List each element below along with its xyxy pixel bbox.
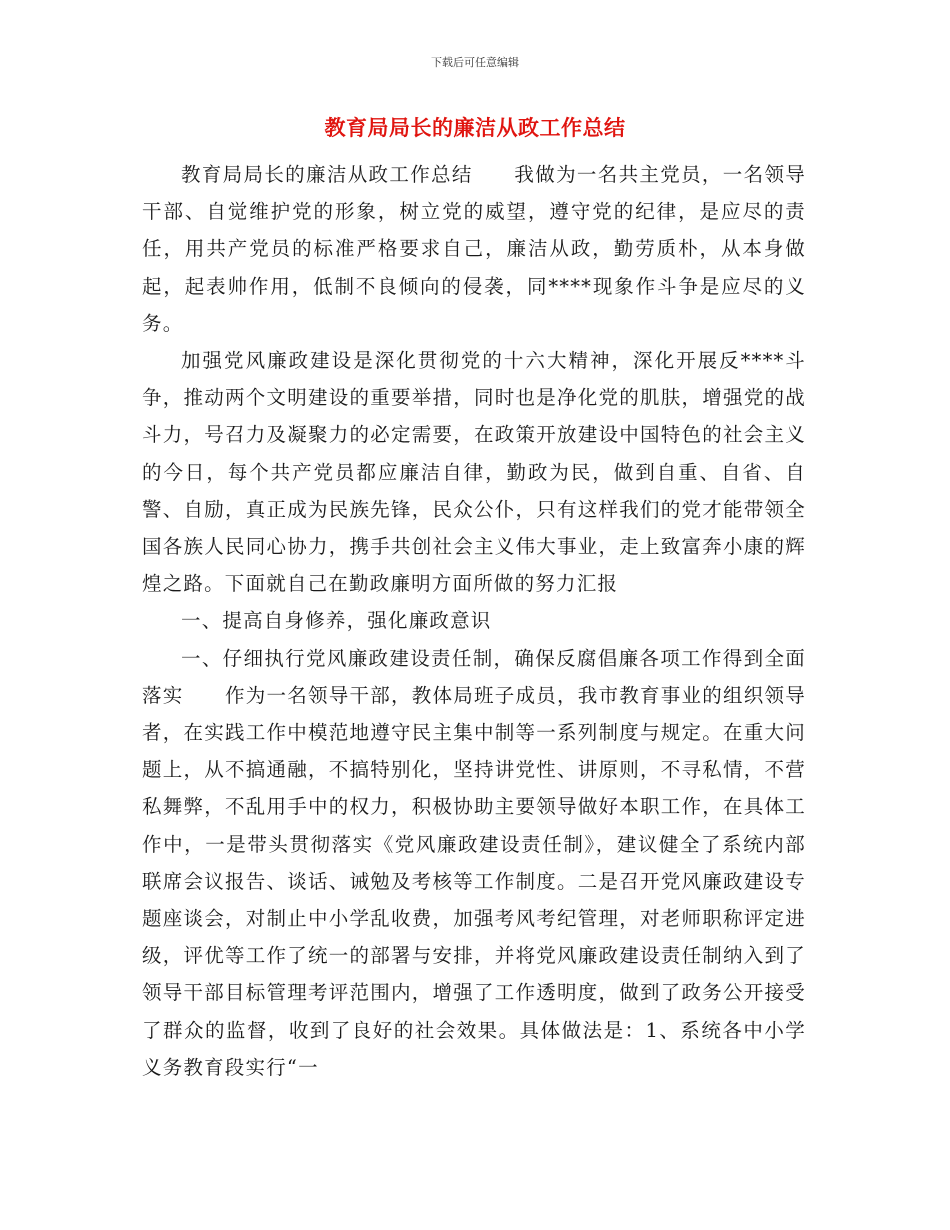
section-heading-1: 一、提高自身修养，强化廉政意识 <box>181 609 492 633</box>
document-title: 教育局局长的廉洁从政工作总结 <box>324 116 626 140</box>
document-body <box>142 156 806 1086</box>
header-note: 下载后可任意编辑 <box>431 56 519 69</box>
paragraph-importance: 加强党风廉政建设是深化贯彻党的十六大精神，深化开展反****斗争，推动两个文明建设的重要举措，同时也是净化党的肌肤，增强党的战斗力，号召力及凝聚力的必定需要，在政策开放建设中国特色的社会主义的今日，每个共产党员都应廉洁自律，勤政为民，做到自重、自省、自警、自励，真正成为民族先锋，民众公仆，只有这样我们的党才能带领全国各族人民同心协力，携手共创社会主义伟大事业，走上致富奔小康的辉煌之路。下面就自己在勤政廉明方面所做的努力汇报 <box>142 349 806 596</box>
paragraph-intro: 教育局局长的廉洁从政工作总结 我做为一名共主党员，一名领导干部、自觉维护党的形象，树立党的威望，遵守党的纪律，是应尽的责任，用共产党员的标准严格要求自己，廉洁从政，勤劳质朴，从本身做起，起表帅作用，低制不良倾向的侵袭，同****现象作斗争是应尽的义务。 <box>142 163 806 335</box>
paragraph-responsibility: 一、仔细执行党风廉政建设责任制，确保反腐倡廉各项工作得到全面落实 作为一名领导干部，教体局班子成员，我市教育事业的组织领导者，在实践工作中模范地遵守民主集中制等一系列制度与规定。在重大问题上，从不搞通融，不搞特别化，坚持讲党性、讲原则，不寻私情，不营私舞弊，不乱用手中的权力，积极协助主要领导做好本职工作，在具体工作中，一是带头贯彻落实《党风廉政建设责任制》，建议健全了系统内部联席会议报告、谈话、诫勉及考核等工作制度。二是召开党风廉政建设专题座谈会，对制止中小学乱收费，加强考风考纪管理，对老师职称评定进级，评优等工作了统一的部署与安排，并将党风廉政建设责任制纳入到了领导干部目标管理考评范围内，增强了工作透明度，做到了政务公开接受了群众的监督，收到了良好的社会效果。具体做法是：1、系统各中小学义务教育段实行“一 <box>142 646 806 1079</box>
